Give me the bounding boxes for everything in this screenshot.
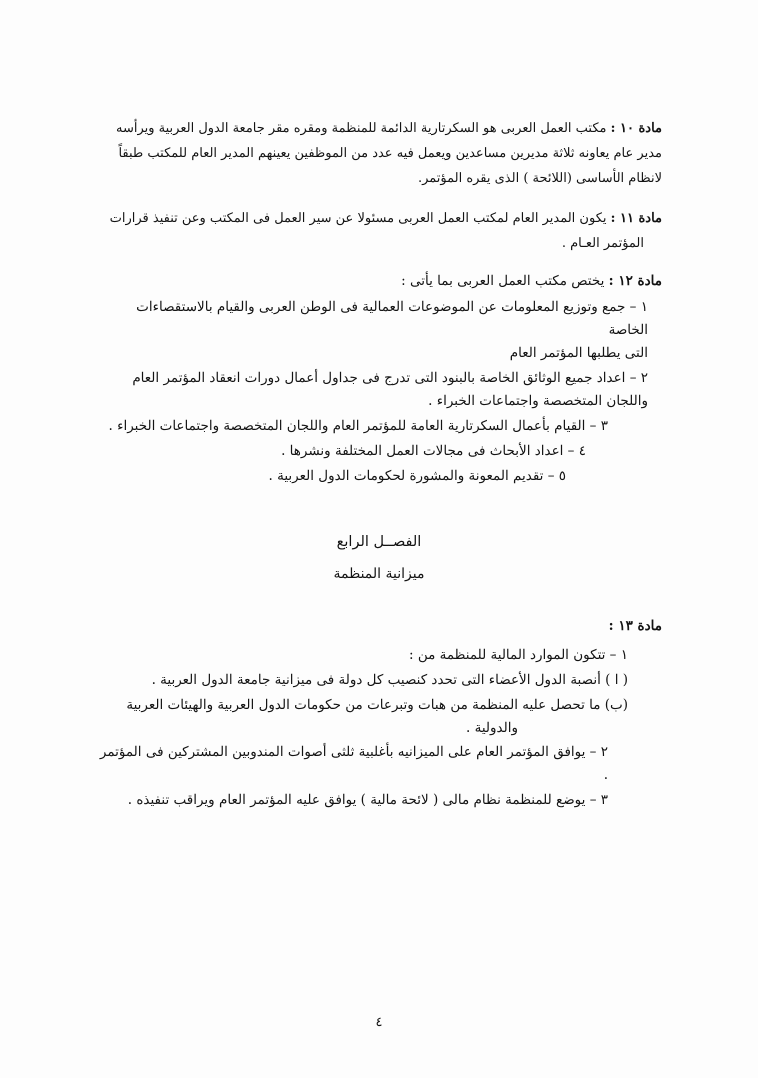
article-12-first-line xyxy=(96,271,662,293)
article-13-item-4-line-1: ٢ – يوافق المؤتمر العام على الميزانيه بأغلبية ثلثى أصوات المندوبين المشتركين فى المؤتمر . xyxy=(99,744,608,784)
list-item xyxy=(96,694,662,740)
article-11 xyxy=(96,208,662,255)
article-13-item-1-line-1: ١ – تتكون الموارد المالية للمنظمة من : xyxy=(409,646,628,663)
chapter-title: الفصــل الرابع xyxy=(336,533,422,550)
article-12-items xyxy=(96,296,662,488)
article-10-line-3: لانظام الأساسى (اللائحة ) الذى يقره المؤتمر. xyxy=(417,171,662,187)
article-13 xyxy=(96,616,662,812)
article-12-item-1-line-1: ١ – جمع وتوزيع المعلومات عن الموضوعات العمالية فى الوطن العربى والقيام بالاستقصاءات الخاصة xyxy=(136,299,648,339)
chapter-subtitle: ميزانية المنظمة xyxy=(333,565,425,582)
article-13-label: مادة ١٣ : xyxy=(608,617,662,634)
article-10-line-2: مدير عام يعاونه ثلاثة مديرين مساعدين ويعمل فيه عدد من الموظفين يعينهم المدير العام للمكتب طبقاً xyxy=(118,146,662,162)
article-12-item-2-line-2: واللجان المتخصصة واجتماعات الخبراء . xyxy=(428,393,648,410)
list-item xyxy=(96,741,662,787)
article-12-item-4-line-1: ٤ – اعداد الأبحاث فى مجالات العمل المختلفة ونشرها . xyxy=(281,442,586,459)
article-13-item-3-line-1: (ب) ما تحصل عليه المنظمة من هبات وتبرعات من حكومات الدول العربية والهيئات العربية xyxy=(126,696,628,713)
article-13-item-5-line-1: ٣ – يوضع للمنظمة نظام مالى ( لائحة مالية ) يوافق عليه المؤتمر العام ويراقب تنفيذه . xyxy=(127,792,608,809)
article-10-label: مادة ١٠ : xyxy=(610,121,662,136)
article-11-line-2: المؤتمر العـام . xyxy=(561,236,644,252)
article-10 xyxy=(96,118,662,190)
article-12 xyxy=(96,271,662,487)
article-11-line-1: يكون المدير العام لمكتب العمل العربى مسئولا عن سير العمل فى المكتب وعن تنفيذ قرارات xyxy=(109,211,607,227)
article-10-first-line xyxy=(96,118,662,140)
article-13-items xyxy=(96,644,662,813)
list-item xyxy=(96,415,662,438)
list-item xyxy=(96,296,662,365)
article-12-item-2-line-1: ٢ – اعداد جميع الوثائق الخاصة بالبنود التى تدرج فى جداول أعمال دورات انعقاد المؤتمر العام xyxy=(132,370,648,387)
article-13-first-line xyxy=(96,616,662,638)
article-12-item-5-line-1: ٥ – تقديم المعونة والمشورة لحكومات الدول العربية . xyxy=(268,467,566,484)
list-item xyxy=(96,669,662,692)
article-12-intro: يختص مكتب العمل العربى بما يأتى : xyxy=(401,273,605,290)
article-12-item-3-line-1: ٣ – القيام بأعمال السكرتارية العامة للمؤتمر العام واللجان المتخصصة واجتماعات الخبراء . xyxy=(108,418,608,435)
article-12-item-1-line-2: التى يطلبها المؤتمر العام xyxy=(509,345,648,362)
article-11-label: مادة ١١ : xyxy=(610,211,662,227)
article-13-item-2-line-1: ( ا ) أنصبة الدول الأعضاء التى تحدد كنصيب كل دولة فى ميزانية جامعة الدول العربية . xyxy=(151,671,628,688)
list-item xyxy=(96,440,662,463)
page-number: ٤ xyxy=(375,1015,383,1030)
list-item xyxy=(96,644,662,667)
list-item xyxy=(96,367,662,413)
list-item xyxy=(96,789,662,812)
article-10-line-1: مكتب العمل العربى هو السكرتارية الدائمة للمنظمة ومقره مقر جامعة الدول العربية ويرأسه xyxy=(115,121,607,136)
chapter-heading xyxy=(96,534,662,582)
article-12-label: مادة ١٢ : xyxy=(608,273,662,290)
list-item xyxy=(96,465,662,488)
article-11-first-line xyxy=(96,208,662,230)
page-content xyxy=(96,118,662,828)
article-13-item-3-line-2: والدولية . xyxy=(466,719,518,736)
